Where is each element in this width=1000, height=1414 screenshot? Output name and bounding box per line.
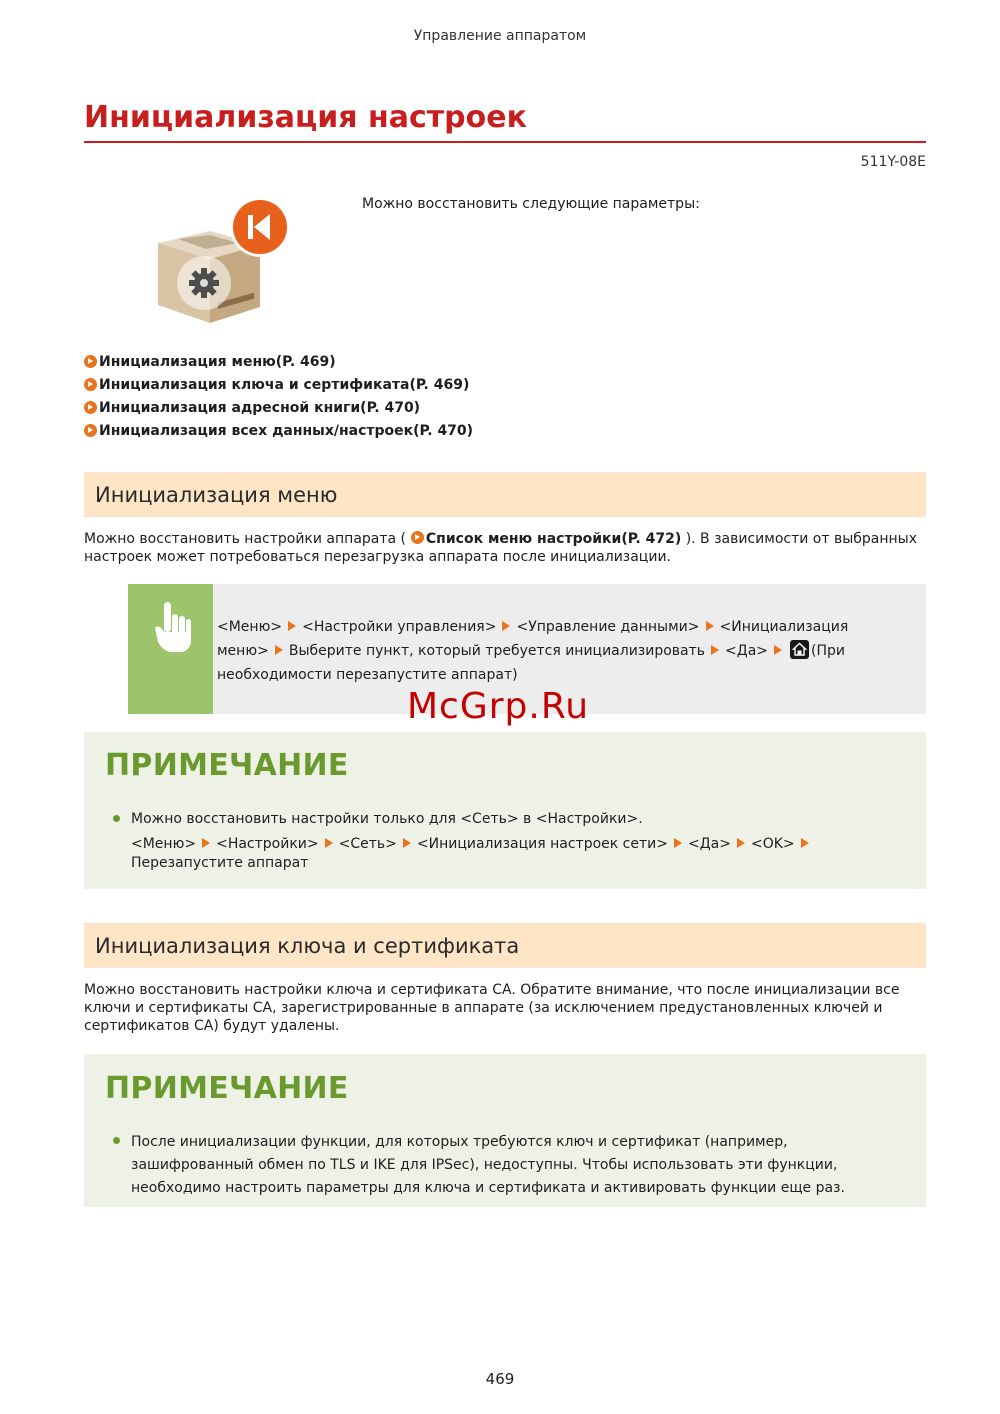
- path-settings: <Настройки>: [216, 836, 319, 852]
- step-init-menu: <Инициализация: [719, 619, 849, 635]
- link-item-key-cert-init[interactable]: [84, 373, 473, 396]
- title-rule: [84, 141, 926, 143]
- note-text: [131, 1131, 891, 1200]
- step-arrow-icon: [706, 621, 714, 631]
- body-text-segment: сертификатов CA) будут удалены.: [84, 1018, 340, 1034]
- arrow-right-circle-icon: [411, 531, 424, 544]
- note-box-network: [84, 732, 926, 889]
- step-arrow-icon: [737, 838, 745, 848]
- link-label: Список меню настройки(P. 472): [425, 531, 682, 547]
- link-item-all-data-init[interactable]: [84, 419, 473, 442]
- link-label: Инициализация адресной книги(P. 470): [99, 399, 421, 416]
- touch-hand-icon: [128, 584, 213, 714]
- step-restart-note-cont: необходимости перезапустите аппарат): [217, 667, 518, 683]
- key-cert-body: [84, 981, 926, 1035]
- body-text-segment: Можно восстановить настройки аппарата (: [84, 531, 407, 547]
- document-code: 511Y-08E: [860, 154, 926, 170]
- note-title: ПРИМЕЧАНИЕ: [105, 748, 349, 783]
- path-menu: <Меню>: [131, 836, 197, 852]
- body-text-segment: Можно восстановить настройки ключа и сертификата CA. Обратите внимание, что после инициализации все: [84, 982, 900, 998]
- arrow-right-circle-icon: [84, 401, 97, 414]
- bullet-icon: [113, 1137, 120, 1144]
- page-title: Инициализация настроек: [84, 100, 527, 135]
- section-heading-key-cert-init: Инициализация ключа и сертификата: [84, 923, 926, 968]
- link-label: Инициализация меню(P. 469): [99, 353, 336, 370]
- step-arrow-icon: [711, 645, 719, 655]
- path-restart: Перезапустите аппарат: [131, 855, 309, 871]
- link-list: [84, 350, 473, 442]
- device-reset-illustration: [148, 195, 298, 330]
- bullet-icon: [113, 815, 120, 822]
- section-heading-menu-init: Инициализация меню: [84, 472, 926, 517]
- note-box-key-cert: [84, 1054, 926, 1207]
- step-arrow-icon: [774, 645, 782, 655]
- note-text: [131, 809, 891, 873]
- home-icon: [790, 640, 809, 659]
- step-init-menu-cont: меню>: [217, 643, 269, 659]
- step-menu: <Меню>: [217, 619, 283, 635]
- note-text-line: необходимо настроить параметры для ключа и сертификата и активировать функции еще раз.: [131, 1180, 845, 1196]
- link-settings-menu-list[interactable]: [406, 531, 681, 547]
- page-number: 469: [485, 1370, 515, 1388]
- step-arrow-icon: [202, 838, 210, 848]
- link-item-address-book-init[interactable]: [84, 396, 473, 419]
- path-ok: <OK>: [750, 836, 795, 852]
- step-arrow-icon: [403, 838, 411, 848]
- step-arrow-icon: [275, 645, 283, 655]
- step-data-management: <Управление данными>: [516, 619, 700, 635]
- note-text-line: зашифрованный обмен по TLS и IKE для IPSec), недоступны. Чтобы использовать эти функции,: [131, 1157, 838, 1173]
- step-restart-note: (При: [811, 643, 846, 659]
- intro-text: Можно восстановить следующие параметры:: [362, 196, 700, 212]
- link-label: Инициализация ключа и сертификата(P. 469): [99, 376, 470, 393]
- note-text-line: После инициализации функции, для которых требуются ключ и сертификат (например,: [131, 1134, 788, 1150]
- procedure-steps: [217, 615, 897, 687]
- body-text-segment: настроек может потребоваться перезагрузка аппарата после инициализации.: [84, 549, 671, 565]
- note-title: ПРИМЕЧАНИЕ: [105, 1071, 349, 1106]
- step-arrow-icon: [325, 838, 333, 848]
- step-arrow-icon: [674, 838, 682, 848]
- path-init-network: <Инициализация настроек сети>: [416, 836, 668, 852]
- step-arrow-icon: [801, 838, 809, 848]
- step-arrow-icon: [502, 621, 510, 631]
- arrow-right-circle-icon: [84, 378, 97, 391]
- body-text-segment: ). В зависимости от выбранных: [685, 531, 918, 547]
- step-select-item: Выберите пункт, который требуется инициализировать: [288, 643, 706, 659]
- arrow-right-circle-icon: [84, 424, 97, 437]
- watermark: McGrp.Ru: [407, 686, 590, 727]
- arrow-right-circle-icon: [84, 355, 97, 368]
- step-arrow-icon: [288, 621, 296, 631]
- body-text-segment: ключи и сертификаты CA, зарегистрированные в аппарате (за исключением предустановленных ключей и: [84, 1000, 883, 1016]
- note-text-line: Можно восстановить настройки только для <Сеть> в <Настройки>.: [131, 811, 643, 827]
- note-path: [131, 835, 891, 873]
- menu-init-body: [84, 530, 926, 566]
- step-management-settings: <Настройки управления>: [302, 619, 497, 635]
- step-yes: <Да>: [725, 643, 769, 659]
- link-item-menu-init[interactable]: [84, 350, 473, 373]
- running-header: Управление аппаратом: [413, 28, 587, 44]
- path-network: <Сеть>: [338, 836, 397, 852]
- link-label: Инициализация всех данных/настроек(P. 470): [99, 422, 474, 439]
- path-yes: <Да>: [687, 836, 731, 852]
